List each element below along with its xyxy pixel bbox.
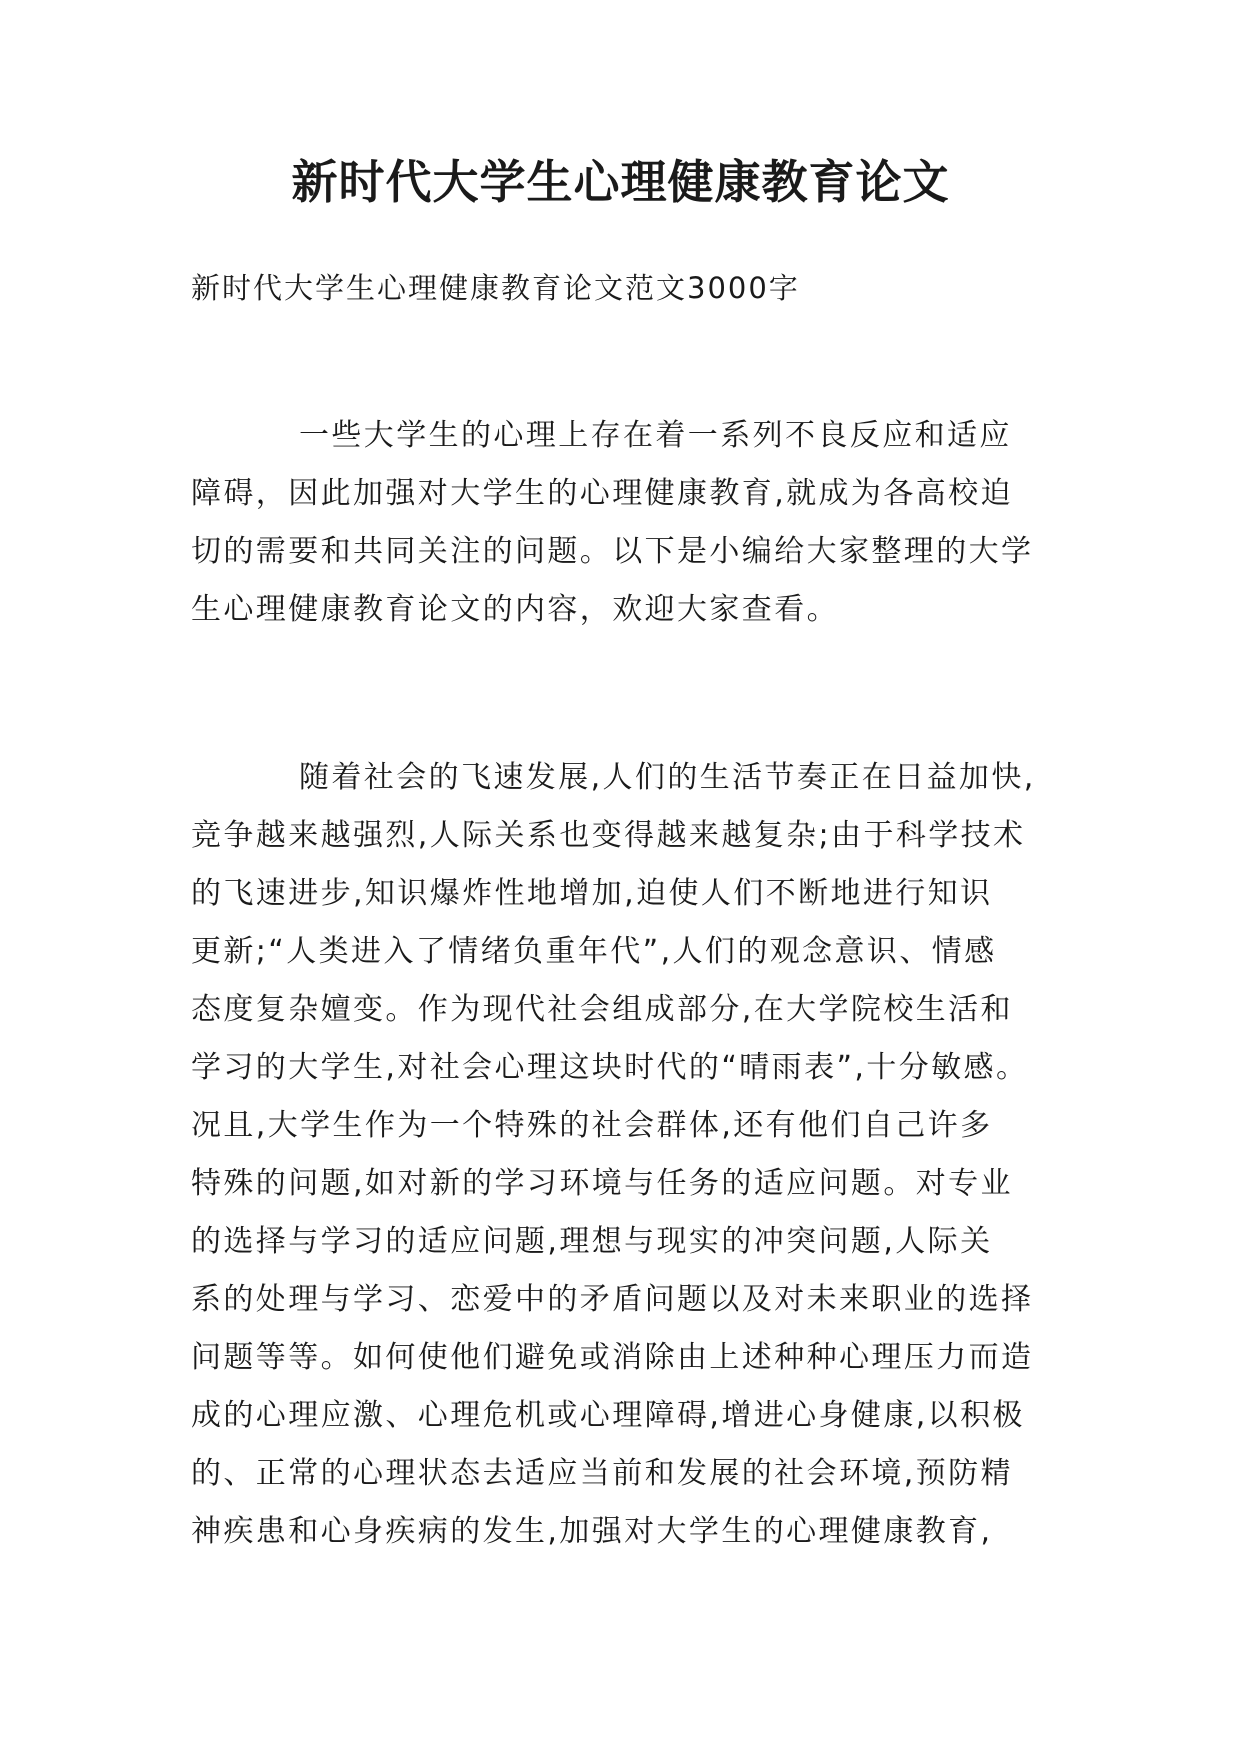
paragraph-line: 特殊的问题,如对新的学习环境与任务的适应问题。对专业: [191, 1166, 1013, 1201]
document-title: 新时代大学生心理健康教育论文: [291, 155, 950, 209]
paragraph-line: 系的处理与学习、恋爱中的矛盾问题以及对未来职业的选择: [191, 1282, 1034, 1317]
document-subtitle: 新时代大学生心理健康教育论文范文3000字: [191, 271, 800, 305]
paragraph-line: 学习的大学生,对社会心理这块时代的“晴雨表”,十分敏感。: [191, 1050, 1029, 1085]
paragraph-line: 成的心理应激、心理危机或心理障碍,增进心身健康,以积极: [191, 1398, 1025, 1433]
paragraph-line: 生心理健康教育论文的内容，欢迎大家查看。: [191, 592, 839, 627]
paragraph-line: 的、正常的心理状态去适应当前和发展的社会环境,预防精: [191, 1456, 1013, 1491]
paragraph-line: 的飞速进步,知识爆炸性地增加,迫使人们不断地进行知识: [191, 876, 993, 911]
paragraph-line: 态度复杂嬗变。作为现代社会组成部分,在大学院校生活和: [191, 992, 1013, 1027]
paragraph-line: 问题等等。如何使他们避免或消除由上述种种心理压力而造: [191, 1340, 1034, 1375]
paragraph-line: 随着社会的飞速发展,人们的生活节奏正在日益加快,: [299, 760, 1036, 795]
paragraph-line: 况且,大学生作为一个特殊的社会群体,还有他们自己许多: [191, 1108, 993, 1143]
paragraph-line: 竞争越来越强烈,人际关系也变得越来越复杂;由于科学技术: [191, 818, 1026, 853]
paragraph-line: 切的需要和共同关注的问题。以下是小编给大家整理的大学: [191, 534, 1034, 569]
body-paragraph: [191, 749, 1071, 1561]
paragraph-line: 一些大学生的心理上存在着一系列不良反应和适应: [299, 418, 1012, 453]
intro-paragraph: [191, 407, 1071, 639]
paragraph-line: 神疾患和心身疾病的发生,加强对大学生的心理健康教育,: [191, 1514, 993, 1549]
paragraph-line: 的选择与学习的适应问题,理想与现实的冲突问题,人际关: [191, 1224, 993, 1259]
paragraph-line: 障碍，因此加强对大学生的心理健康教育,就成为各高校迫: [191, 476, 1013, 511]
paragraph-line: 更新;“人类进入了情绪负重年代”,人们的观念意识、情感: [191, 934, 997, 969]
